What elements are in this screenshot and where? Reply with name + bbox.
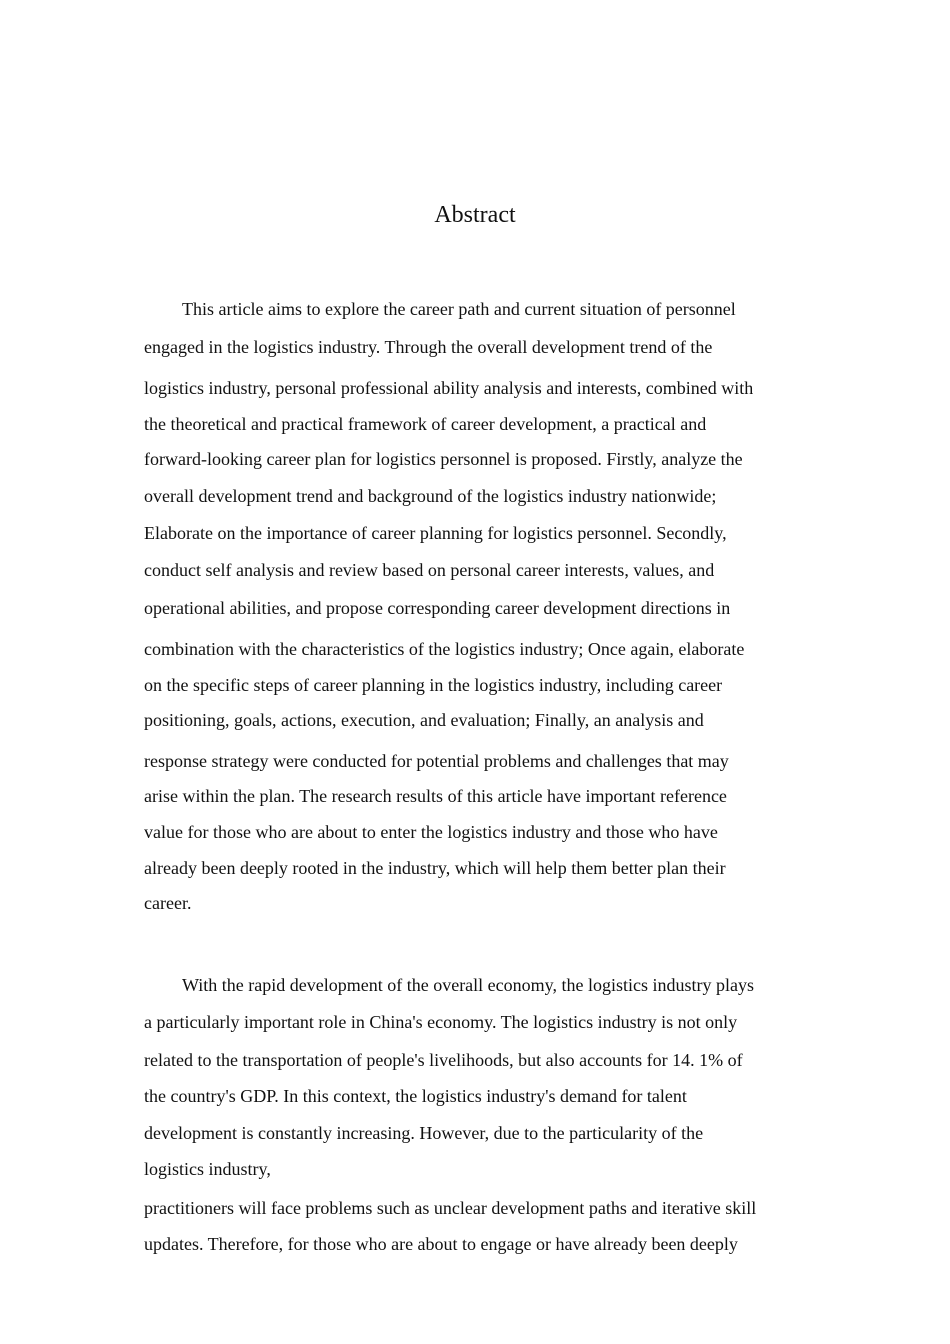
paragraph-line: updates. Therefore, for those who are about to engage or have already been deeply	[144, 1234, 738, 1254]
paragraph-line: related to the transportation of people's livelihoods, but also accounts for 14. 1% of	[144, 1050, 743, 1070]
paragraph-line: combination with the characteristics of the logistics industry; Once again, elaborate	[144, 639, 745, 659]
paragraph-line: conduct self analysis and review based on personal career interests, values, and	[144, 560, 715, 580]
paragraph-line: With the rapid development of the overall economy, the logistics industry plays	[182, 975, 754, 995]
paragraph-line: a particularly important role in China's economy. The logistics industry is not only	[144, 1012, 738, 1032]
paragraph-line: practitioners will face problems such as unclear development paths and iterative skill	[144, 1198, 757, 1218]
paragraph-line: engaged in the logistics industry. Through the overall development trend of the	[144, 337, 713, 357]
paragraph-line: already been deeply rooted in the industry, which will help them better plan their	[144, 858, 726, 878]
paragraph-line: positioning, goals, actions, execution, and evaluation; Finally, an analysis and	[144, 710, 704, 730]
paragraph-line: response strategy were conducted for potential problems and challenges that may	[144, 751, 729, 771]
paragraph-line: the country's GDP. In this context, the logistics industry's demand for talent	[144, 1086, 687, 1106]
paragraph-line: operational abilities, and propose corresponding career development directions in	[144, 598, 731, 618]
paragraph-line: Elaborate on the importance of career planning for logistics personnel. Secondly,	[144, 523, 727, 543]
paragraph-line: value for those who are about to enter the logistics industry and those who have	[144, 822, 718, 842]
paragraph-line: on the specific steps of career planning in the logistics industry, including career	[144, 675, 723, 695]
paragraph-line: overall development trend and background of the logistics industry nationwide;	[144, 486, 717, 506]
paragraph-line: arise within the plan. The research results of this article have important reference	[144, 786, 727, 806]
paragraph-line: development is constantly increasing. However, due to the particularity of the	[144, 1123, 704, 1143]
paragraph-line: career.	[144, 893, 192, 913]
paragraph-line: forward-looking career plan for logistics personnel is proposed. Firstly, analyze the	[144, 449, 743, 469]
page-title: Abstract	[434, 202, 516, 228]
paragraph-line: the theoretical and practical framework of career development, a practical and	[144, 414, 707, 434]
paragraph-line: This article aims to explore the career path and current situation of personnel	[182, 299, 736, 319]
paragraph-line: logistics industry, personal professional ability analysis and interests, combined with	[144, 378, 754, 398]
paragraph-line: logistics industry,	[144, 1159, 271, 1179]
